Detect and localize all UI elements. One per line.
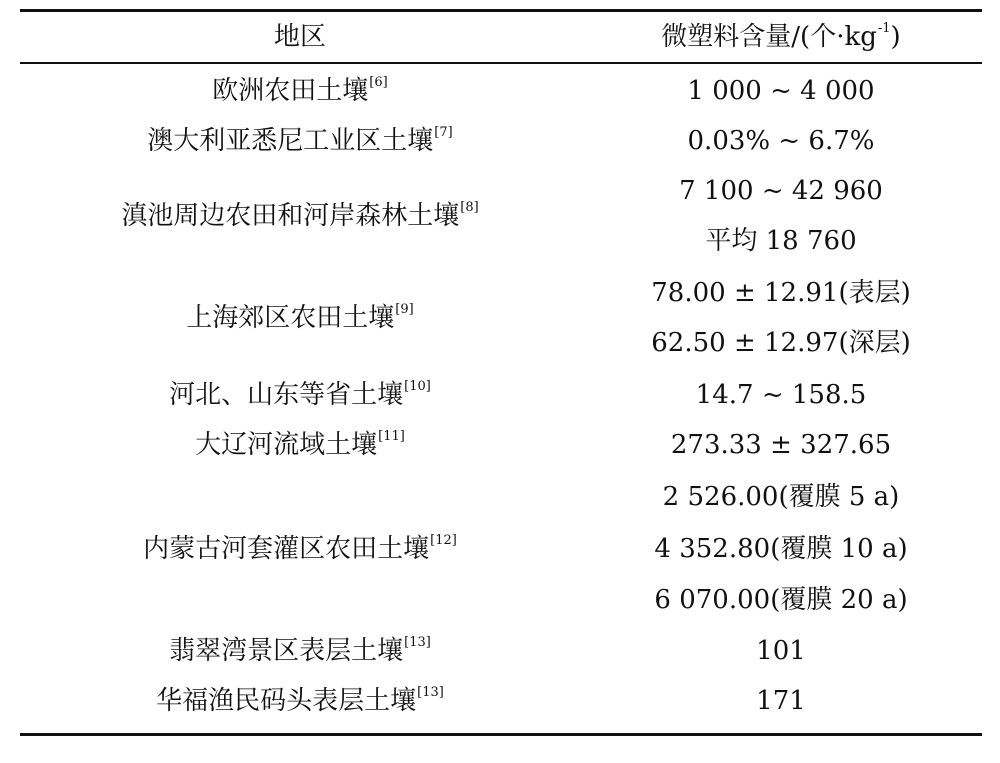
row-region — [20, 420, 580, 470]
row-region — [20, 116, 580, 166]
region-text: 上海郊区农田土壤 — [186, 303, 395, 333]
row-region — [20, 66, 580, 116]
region-text: 河北、山东等省土壤 — [169, 380, 404, 410]
reference-mark: [13] — [404, 635, 431, 651]
reference-mark: [7] — [434, 125, 453, 141]
row-value: 7 100 ~ 42 960 — [679, 176, 883, 206]
row-value: 2 526.00(覆膜 5 a) — [662, 482, 900, 512]
header-value-text: 微塑料含量/(个·kg — [661, 22, 877, 52]
header-value-sup: -1 — [877, 21, 891, 37]
row-value: 101 — [756, 636, 806, 666]
reference-mark: [11] — [378, 429, 405, 445]
reference-mark: [12] — [430, 533, 457, 549]
row-value: 78.00 ± 12.91(表层) — [651, 278, 911, 308]
header-value-close: ) — [890, 22, 901, 52]
row-region — [20, 370, 580, 420]
row-region — [20, 524, 580, 574]
reference-mark: [13] — [417, 685, 444, 701]
row-value: 1 000 ~ 4 000 — [687, 76, 875, 106]
region-text: 华福渔民码头表层土壤 — [156, 686, 417, 716]
reference-mark: [9] — [395, 302, 414, 318]
row-value: 273.33 ± 327.65 — [670, 430, 892, 460]
region-text: 欧洲农田土壤 — [212, 76, 369, 106]
region-text: 翡翠湾景区表层土壤 — [169, 636, 404, 666]
table-bottom-rule — [20, 733, 982, 736]
row-value: 14.7 ~ 158.5 — [695, 380, 867, 410]
row-value: 平均 18 760 — [705, 226, 857, 256]
table-header-rule — [20, 62, 982, 64]
row-value: 0.03% ~ 6.7% — [687, 126, 875, 156]
reference-mark: [10] — [404, 379, 431, 395]
region-text: 澳大利亚悉尼工业区土壤 — [147, 126, 434, 156]
region-text: 内蒙古河套灌区农田土壤 — [143, 534, 430, 564]
row-region — [20, 676, 580, 726]
row-value: 4 352.80(覆膜 10 a) — [654, 534, 908, 564]
reference-mark: [6] — [369, 75, 388, 91]
row-value: 62.50 ± 12.97(深层) — [651, 328, 911, 358]
region-text: 滇池周边农田和河岸森林土壤 — [121, 201, 460, 231]
row-region — [20, 191, 580, 241]
header-value — [580, 12, 982, 62]
row-value: 6 070.00(覆膜 20 a) — [654, 585, 908, 615]
row-region — [20, 293, 580, 343]
row-region — [20, 626, 580, 676]
row-value: 171 — [756, 686, 806, 716]
region-text: 大辽河流域土壤 — [195, 430, 378, 460]
reference-mark: [8] — [460, 200, 479, 216]
header-region: 地区 — [273, 22, 326, 52]
